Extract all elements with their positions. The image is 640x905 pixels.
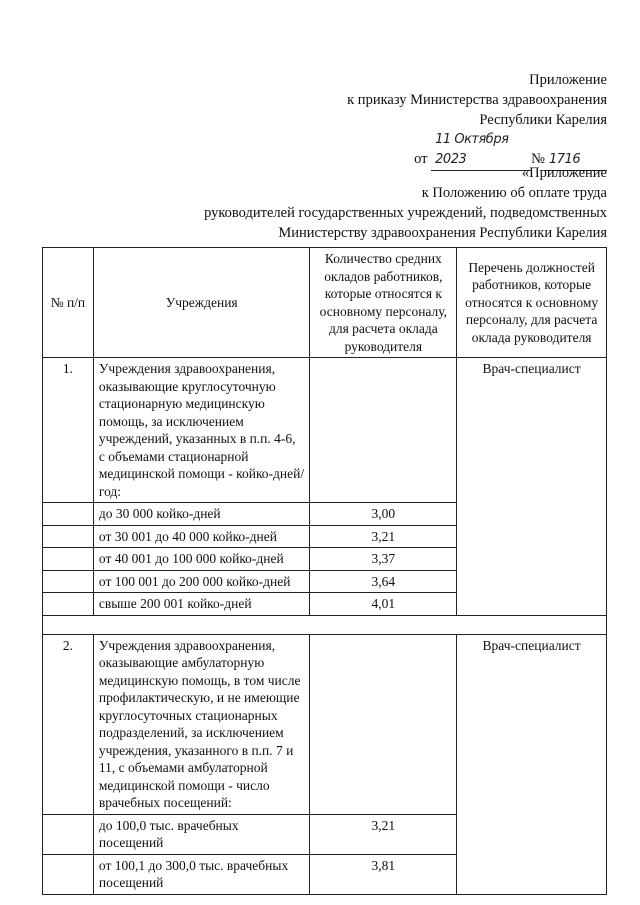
empty-cell	[43, 548, 94, 571]
empty-cell	[43, 814, 94, 854]
spacer-cell	[43, 615, 607, 634]
empty-cell	[43, 570, 94, 593]
section2-value-empty	[310, 634, 457, 814]
number-label: №	[531, 151, 545, 167]
section1-row-value: 3,64	[310, 570, 457, 593]
empty-cell	[43, 593, 94, 616]
table-row-section2	[43, 634, 607, 814]
section2-num: 2.	[43, 634, 94, 814]
appendix-line-republic: Республики Карелия	[479, 112, 607, 128]
section1-row-label: от 100 001 до 200 000 койко-дней	[93, 570, 310, 593]
section1-row-value: 4,01	[310, 593, 457, 616]
regulation-line3: руководителей государственных учреждений, подведомственных	[204, 205, 607, 221]
empty-cell	[43, 854, 94, 894]
section1-value-empty	[310, 358, 457, 503]
from-label: от	[414, 151, 428, 167]
appendix-header	[347, 70, 607, 171]
table-header-row	[43, 248, 607, 358]
section1-row-label: от 40 001 до 100 000 койко-дней	[93, 548, 310, 571]
appendix-title: Приложение	[529, 72, 607, 88]
section1-row-value: 3,21	[310, 525, 457, 548]
section1-row-label: свыше 200 001 койко-дней	[93, 593, 310, 616]
section1-num: 1.	[43, 358, 94, 503]
salary-table	[42, 247, 607, 895]
empty-cell	[43, 525, 94, 548]
section1-row-value: 3,00	[310, 503, 457, 526]
header-positions: Перечень должностей работников, которые относятся к основному персоналу, для расчета оклада руководителя	[457, 248, 607, 358]
header-num: № п/п	[43, 248, 94, 358]
table-spacer-row	[43, 615, 607, 634]
section2-row-value: 3,81	[310, 854, 457, 894]
appendix-line-order: к приказу Министерства здравоохранения	[347, 92, 607, 108]
header-institution: Учреждения	[93, 248, 310, 358]
section2-row-label: до 100,0 тыс. врачебных посещений	[93, 814, 310, 854]
regulation-line2: к Положению об оплате труда	[421, 185, 607, 201]
handwritten-date: 11 Октября 2023	[431, 130, 531, 171]
section2-text: Учреждения здравоохранения, оказывающие амбулаторную медицинскую помощь, в том числе профилактическую, и не имеющие круглосуточных стационарных подразделений, за исключением учреждения, указанного в п.п. 7 и 11, с объемами амбулаторной медицинской помощи - число врачебных посещений:	[93, 634, 310, 814]
table-row-section1	[43, 358, 607, 503]
handwritten-number: 1716	[545, 150, 607, 171]
header-salary-count: Количество средних окладов работников, которые относятся к основному персоналу, для расчета оклада руководителя	[310, 248, 457, 358]
empty-cell	[43, 503, 94, 526]
section2-row-value: 3,21	[310, 814, 457, 854]
section1-text: Учреждения здравоохранения, оказывающие круглосуточную стационарную медицинскую помощь, за исключением учреждений, указанных в п.п. 4-6, с объемами стационарной медицинской помощи - койко-дней/год:	[93, 358, 310, 503]
section1-row-label: от 30 001 до 40 000 койко-дней	[93, 525, 310, 548]
regulation-title: «Приложение	[521, 165, 607, 181]
section2-position: Врач-специалист	[457, 634, 607, 894]
section1-row-label: до 30 000 койко-дней	[93, 503, 310, 526]
section1-position: Врач-специалист	[457, 358, 607, 616]
regulation-line4: Министерству здравоохранения Республики Карелия	[278, 225, 607, 241]
section1-row-value: 3,37	[310, 548, 457, 571]
regulation-header	[204, 163, 607, 243]
section2-row-label: от 100,1 до 300,0 тыс. врачебных посещений	[93, 854, 310, 894]
